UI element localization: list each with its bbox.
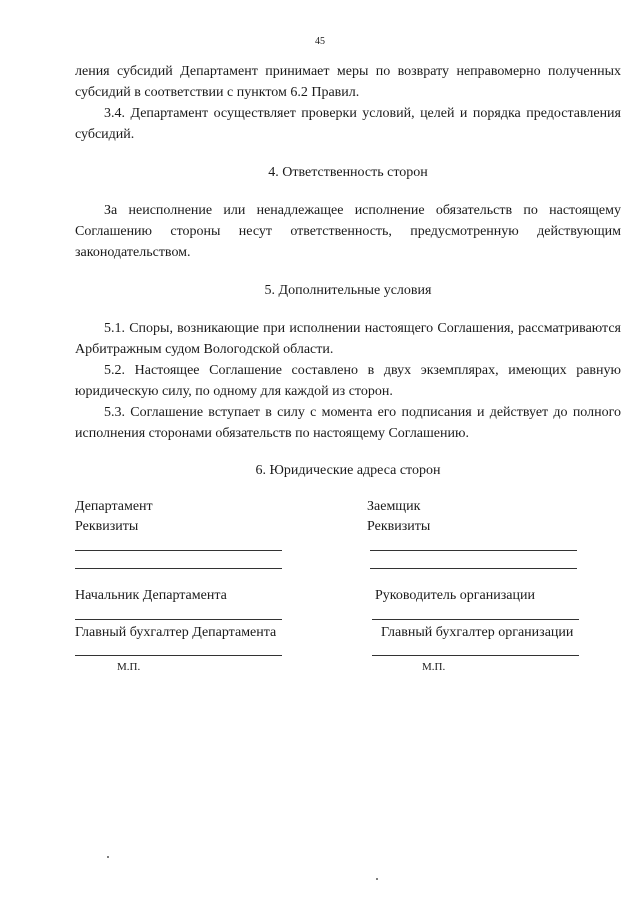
left-accountant-signature-line bbox=[75, 655, 282, 656]
section-4-heading: 4. Ответственность сторон bbox=[268, 165, 428, 180]
right-requisites-line-1 bbox=[370, 550, 577, 551]
paragraph-continuation: ления субсидий Департамент принимает меры по возврату неправомерно полученных субсидий в соответствии с пунктом 6.2 Правил. bbox=[75, 64, 621, 100]
left-head-signature-line bbox=[75, 619, 282, 620]
right-party-requisites: Реквизиты bbox=[367, 519, 431, 534]
left-stamp-place: М.П. bbox=[117, 661, 141, 673]
right-accountant-signature-line bbox=[372, 655, 579, 656]
section-5-heading: 5. Дополнительные условия bbox=[264, 283, 432, 298]
right-head-signature-line bbox=[372, 619, 579, 620]
section-6-heading: 6. Юридические адреса сторон bbox=[255, 463, 441, 478]
clause-5-1: 5.1. Споры, возникающие при исполнении настоящего Соглашения, рассматриваются Арбитражным судом Вологодской области. bbox=[75, 321, 621, 357]
clause-5-2: 5.2. Настоящее Соглашение составлено в двух экземплярах, имеющих равную юридическую силу, по одному для каждой из сторон. bbox=[75, 363, 621, 399]
right-head-title: Руководитель организации bbox=[375, 588, 535, 603]
right-requisites-line-2 bbox=[370, 568, 577, 569]
right-party-name: Заемщик bbox=[367, 499, 421, 514]
left-head-title: Начальник Департамента bbox=[75, 588, 227, 603]
left-party-name: Департамент bbox=[75, 499, 153, 514]
document-body bbox=[75, 61, 621, 481]
section-4-text: За неисполнение или ненадлежащее исполнение обязательств по настоящему Соглашению стороны несут ответственность, предусмотренную действующим законодательством. bbox=[75, 203, 621, 260]
page-number: 45 bbox=[315, 36, 325, 47]
clause-5-3: 5.3. Соглашение вступает в силу с момента его подписания и действует до полного исполнения сторонами обязательств по настоящему Соглашению. bbox=[75, 405, 621, 441]
left-accountant-title: Главный бухгалтер Департамента bbox=[75, 625, 277, 640]
left-requisites-line-2 bbox=[75, 568, 282, 569]
right-stamp-place: М.П. bbox=[422, 661, 446, 673]
right-accountant-title: Главный бухгалтер организации bbox=[381, 625, 574, 640]
scan-speck bbox=[376, 878, 378, 880]
left-requisites-line-1 bbox=[75, 550, 282, 551]
scan-speck bbox=[107, 856, 109, 858]
paragraph-3-4: 3.4. Департамент осуществляет проверки условий, целей и порядка предоставления субсидий. bbox=[75, 106, 621, 142]
left-party-requisites: Реквизиты bbox=[75, 519, 139, 534]
